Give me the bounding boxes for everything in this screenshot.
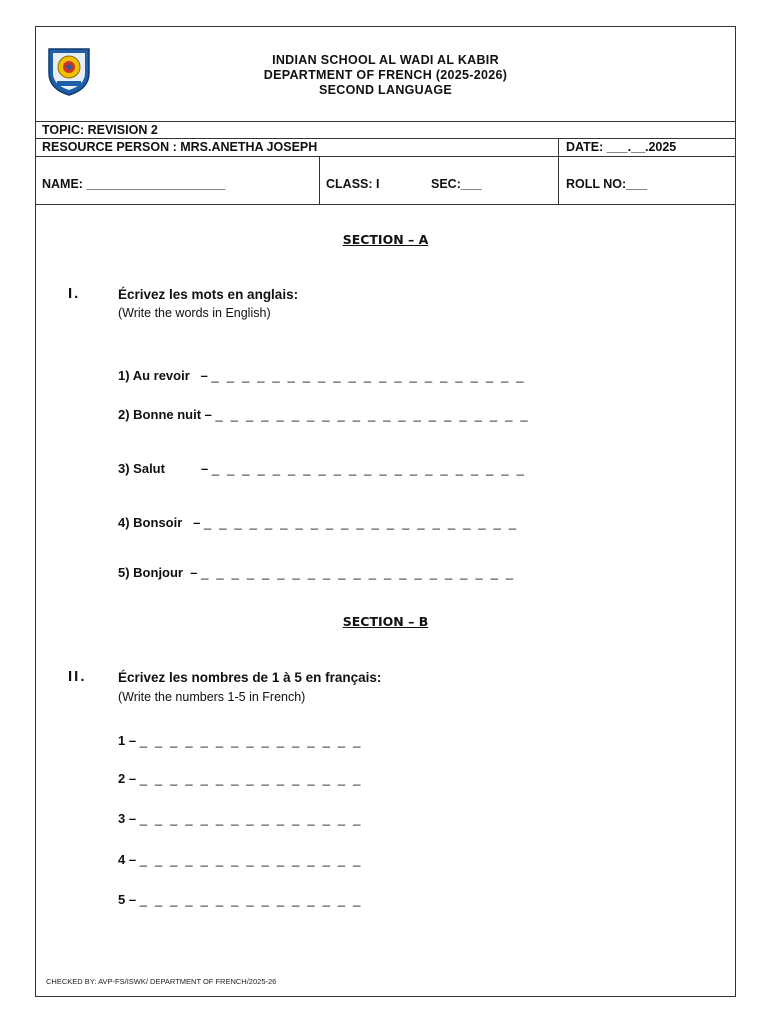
list-item: 4 – _ _ _ _ _ _ _ _ _ _ _ _ _ _ _ bbox=[118, 852, 363, 867]
class-field: CLASS: I bbox=[326, 177, 380, 191]
answer-blank[interactable]: _ _ _ _ _ _ _ _ _ _ _ _ _ _ _ _ _ _ _ _ _ bbox=[215, 407, 530, 422]
divider bbox=[36, 156, 735, 157]
answer-blank[interactable]: _ _ _ _ _ _ _ _ _ _ _ _ _ _ _ bbox=[139, 811, 363, 826]
answer-blank[interactable]: _ _ _ _ _ _ _ _ _ _ _ _ _ _ _ _ _ _ _ _ _ bbox=[204, 515, 519, 530]
question-title: Écrivez les nombres de 1 à 5 en français: bbox=[118, 670, 382, 685]
list-item: 3) Salut – _ _ _ _ _ _ _ _ _ _ _ _ _ _ _ _ _ _ _ _ _ bbox=[118, 461, 527, 476]
answer-blank[interactable]: _ _ _ _ _ _ _ _ _ _ _ _ _ _ _ _ _ _ _ _ _ bbox=[201, 565, 516, 580]
divider bbox=[36, 121, 735, 122]
divider bbox=[36, 204, 735, 205]
divider bbox=[558, 138, 559, 204]
question-title: Écrivez les mots en anglais: bbox=[118, 287, 299, 302]
answer-blank[interactable]: _ _ _ _ _ _ _ _ _ _ _ _ _ _ _ bbox=[139, 852, 363, 867]
answer-blank[interactable]: _ _ _ _ _ _ _ _ _ _ _ _ _ _ _ bbox=[139, 892, 363, 907]
list-item: 5) Bonjour – _ _ _ _ _ _ _ _ _ _ _ _ _ _ _ _ _ _ _ _ _ bbox=[118, 565, 516, 580]
worksheet-page bbox=[35, 26, 736, 997]
section-a-title: SECTION – A bbox=[342, 232, 429, 247]
answer-blank[interactable]: _ _ _ _ _ _ _ _ _ _ _ _ _ _ _ _ _ _ _ _ _ bbox=[211, 461, 527, 476]
list-item: 1 – _ _ _ _ _ _ _ _ _ _ _ _ _ _ _ bbox=[118, 733, 363, 748]
date-field: DATE: ___.__.2025 bbox=[566, 140, 677, 154]
department-title: DEPARTMENT OF FRENCH (2025-2026) bbox=[263, 68, 508, 82]
question-number: I. bbox=[68, 285, 81, 302]
divider bbox=[319, 156, 320, 204]
footer-checked-by: CHECKED BY: AVP-FS/ISWK/ DEPARTMENT OF FRENCH/2025-26 bbox=[46, 977, 277, 986]
divider bbox=[36, 138, 735, 139]
subject-title: SECOND LANGUAGE bbox=[319, 83, 452, 97]
question-number: II. bbox=[68, 668, 87, 685]
name-field: NAME: ____________________ bbox=[42, 177, 226, 191]
question-translation: (Write the words in English) bbox=[118, 306, 271, 320]
list-item: 2 – _ _ _ _ _ _ _ _ _ _ _ _ _ _ _ bbox=[118, 771, 363, 786]
list-item: 2) Bonne nuit – _ _ _ _ _ _ _ _ _ _ _ _ _ _ _ _ _ _ _ _ _ bbox=[118, 407, 530, 422]
resource-person: RESOURCE PERSON : MRS.ANETHA JOSEPH bbox=[42, 140, 318, 154]
answer-blank[interactable]: _ _ _ _ _ _ _ _ _ _ _ _ _ _ _ bbox=[139, 733, 363, 748]
answer-blank[interactable]: _ _ _ _ _ _ _ _ _ _ _ _ _ _ _ bbox=[139, 771, 363, 786]
list-item: 1) Au revoir – _ _ _ _ _ _ _ _ _ _ _ _ _ _ _ _ _ _ _ _ _ bbox=[118, 368, 526, 383]
list-item: 3 – _ _ _ _ _ _ _ _ _ _ _ _ _ _ _ bbox=[118, 811, 363, 826]
list-item: 5 – _ _ _ _ _ _ _ _ _ _ _ _ _ _ _ bbox=[118, 892, 363, 907]
section-field: SEC:___ bbox=[431, 177, 482, 191]
worksheet-header bbox=[36, 27, 735, 204]
school-name: INDIAN SCHOOL AL WADI AL KABIR bbox=[272, 53, 499, 67]
answer-blank[interactable]: _ _ _ _ _ _ _ _ _ _ _ _ _ _ _ _ _ _ _ _ _ bbox=[211, 368, 526, 383]
topic-label: TOPIC: REVISION 2 bbox=[42, 123, 158, 137]
section-b-title: SECTION – B bbox=[342, 614, 429, 629]
question-translation: (Write the numbers 1-5 in French) bbox=[118, 690, 306, 704]
roll-no-field: ROLL NO:___ bbox=[566, 177, 648, 191]
list-item: 4) Bonsoir – _ _ _ _ _ _ _ _ _ _ _ _ _ _ _ _ _ _ _ _ _ bbox=[118, 515, 519, 530]
